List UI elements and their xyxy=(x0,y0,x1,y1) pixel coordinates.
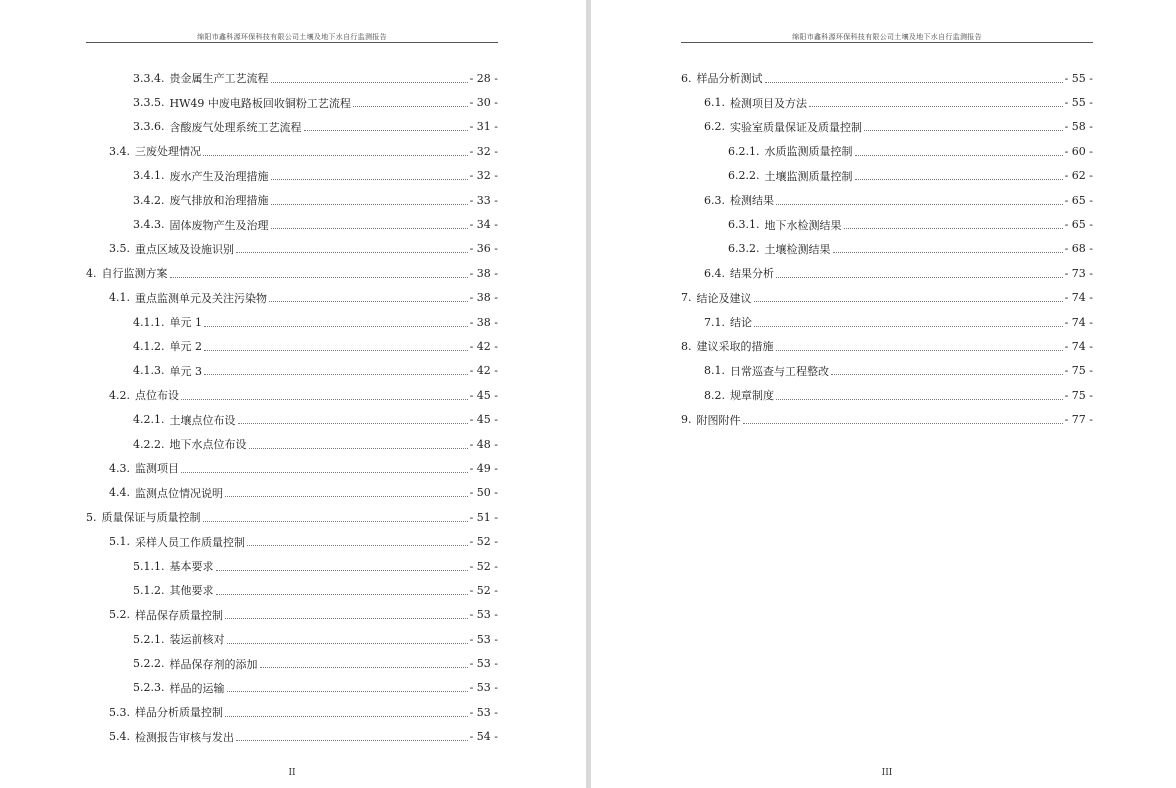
toc-entry[interactable] xyxy=(681,188,1093,212)
toc-entry-number: 4.1. xyxy=(109,291,130,305)
dot-leader xyxy=(227,643,468,644)
dot-leader xyxy=(227,691,468,692)
dot-leader xyxy=(855,155,1063,156)
toc-entry-title: 贵金属生产工艺流程 xyxy=(169,72,269,86)
dot-leader xyxy=(833,252,1063,253)
toc-entry-title: 监测项目 xyxy=(135,462,179,476)
toc-entry-title: 质量保证与质量控制 xyxy=(101,511,201,525)
toc-entry-title: 实验室质量保证及质量控制 xyxy=(730,120,862,134)
toc-entry[interactable] xyxy=(86,578,498,602)
toc-entry-number: 4. xyxy=(86,266,97,280)
toc-entry-title: 自行监测方案 xyxy=(101,267,168,281)
toc-entry-page: - 55 - xyxy=(1064,96,1093,110)
dot-leader xyxy=(216,594,468,595)
toc-entry-page: - 28 - xyxy=(469,71,498,85)
dot-leader xyxy=(271,228,468,229)
toc-entry-number: 6.4. xyxy=(704,266,725,280)
toc-entry-number: 3.4.3. xyxy=(133,218,165,232)
toc-entry-page: - 65 - xyxy=(1064,218,1093,232)
dot-leader xyxy=(855,179,1063,180)
toc-entry-number: 5.2. xyxy=(109,608,130,622)
toc-entry[interactable] xyxy=(681,237,1093,261)
toc-entry-page: - 77 - xyxy=(1064,413,1093,427)
toc-entry-title: 采样人员工作质量控制 xyxy=(135,535,245,549)
toc-entry-number: 8.2. xyxy=(704,388,725,402)
toc-entry-title: 废气排放和治理措施 xyxy=(169,194,269,208)
toc-entry-number: 6.2. xyxy=(704,120,725,134)
toc-entry-title: 结果分析 xyxy=(730,267,774,281)
toc-entry-title: 单元 2 xyxy=(169,340,202,354)
toc-entry-page: - 58 - xyxy=(1064,120,1093,134)
toc-entry[interactable] xyxy=(681,115,1093,139)
toc-entry-number: 8.1. xyxy=(704,364,725,378)
toc-entry-number: 6.3.1. xyxy=(728,218,760,232)
table-of-contents xyxy=(86,66,498,749)
dot-leader xyxy=(203,521,468,522)
toc-entry-number: 7. xyxy=(681,291,692,305)
toc-entry-title: HW49 中废电路板回收铜粉工艺流程 xyxy=(169,96,351,110)
toc-entry-number: 4.2.1. xyxy=(133,413,165,427)
toc-entry[interactable] xyxy=(86,603,498,627)
dot-leader xyxy=(170,277,468,278)
toc-entry-page: - 52 - xyxy=(469,535,498,549)
dot-leader xyxy=(765,82,1063,83)
dot-leader xyxy=(225,496,468,497)
toc-entry[interactable] xyxy=(681,359,1093,383)
toc-entry[interactable] xyxy=(86,139,498,163)
toc-entry-number: 5.1.1. xyxy=(133,559,165,573)
dot-leader xyxy=(831,374,1063,375)
toc-entry-title: 监测点位情况说明 xyxy=(135,486,223,500)
toc-entry[interactable] xyxy=(86,212,498,236)
toc-entry-title: 结论 xyxy=(730,316,752,330)
toc-entry-number: 3.4.1. xyxy=(133,169,165,183)
toc-entry-page: - 75 - xyxy=(1064,364,1093,378)
toc-entry[interactable] xyxy=(681,383,1093,407)
toc-entry[interactable] xyxy=(86,481,498,505)
toc-entry[interactable] xyxy=(86,359,498,383)
dot-leader xyxy=(776,350,1063,351)
toc-entry-title: 土壤点位布设 xyxy=(169,413,236,427)
toc-entry[interactable] xyxy=(681,334,1093,358)
toc-entry-title: 基本要求 xyxy=(169,560,214,573)
toc-entry-number: 3.3.4. xyxy=(133,71,165,85)
toc-entry[interactable] xyxy=(86,115,498,139)
dot-leader xyxy=(269,301,468,302)
toc-entry-title: 其他要求 xyxy=(169,584,214,598)
toc-entry[interactable] xyxy=(86,188,498,212)
toc-entry-title: 地下水检测结果 xyxy=(764,218,842,232)
toc-entry-page: - 49 - xyxy=(469,461,498,475)
toc-entry-number: 5.2.3. xyxy=(133,681,165,695)
toc-entry[interactable] xyxy=(86,407,498,431)
toc-entry-page: - 31 - xyxy=(469,120,498,134)
dot-leader xyxy=(776,277,1063,278)
toc-entry[interactable] xyxy=(86,164,498,188)
toc-entry-number: 6.3. xyxy=(704,193,725,207)
toc-entry-page: - 38 - xyxy=(469,266,498,280)
toc-entry[interactable] xyxy=(86,286,498,310)
toc-entry[interactable] xyxy=(681,212,1093,236)
dot-leader xyxy=(204,350,468,351)
dot-leader xyxy=(236,740,468,741)
toc-entry-number: 4.3. xyxy=(109,461,130,475)
toc-entry-page: - 32 - xyxy=(469,144,498,158)
toc-entry-page: - 51 - xyxy=(469,510,498,524)
dot-leader xyxy=(271,204,468,205)
toc-entry-title: 样品保存质量控制 xyxy=(135,608,223,622)
toc-entry-page: - 45 - xyxy=(469,388,498,402)
toc-entry-title: 单元 3 xyxy=(169,364,202,378)
toc-entry-title: 样品保存剂的添加 xyxy=(169,657,258,671)
toc-entry-page: - 74 - xyxy=(1064,315,1093,329)
toc-entry-page: - 73 - xyxy=(1064,266,1093,280)
header-rule xyxy=(86,42,498,43)
toc-entry[interactable] xyxy=(86,676,498,700)
toc-entry-title: 检测项目及方法 xyxy=(730,96,807,110)
dot-leader xyxy=(216,570,468,571)
toc-entry-title: 重点监测单元及关注污染物 xyxy=(135,291,267,305)
toc-entry-number: 6.3.2. xyxy=(728,242,760,256)
toc-entry-page: - 75 - xyxy=(1064,388,1093,402)
toc-entry-page: - 55 - xyxy=(1064,71,1093,85)
toc-entry-page: - 45 - xyxy=(469,413,498,427)
toc-entry-title: 水质监测质量控制 xyxy=(764,145,853,159)
toc-entry-title: 单元 1 xyxy=(169,316,202,330)
toc-entry-title: 土壤监测质量控制 xyxy=(764,169,853,183)
toc-entry-number: 4.2.2. xyxy=(133,437,165,451)
header-rule xyxy=(681,42,1093,43)
toc-entry[interactable] xyxy=(86,627,498,651)
toc-entry[interactable] xyxy=(681,90,1093,114)
dot-leader xyxy=(304,130,468,131)
dot-leader xyxy=(271,179,468,180)
toc-entry-number: 5.2.2. xyxy=(133,657,165,671)
page-header: 绵阳市鑫科源环保科技有限公司土壤及地下水自行监测报告 xyxy=(792,33,982,41)
toc-entry-page: - 74 - xyxy=(1064,291,1093,305)
toc-entry-number: 5. xyxy=(86,510,97,524)
toc-entry[interactable] xyxy=(681,164,1093,188)
toc-entry-title: 检测结果 xyxy=(730,194,774,208)
toc-entry-number: 5.1. xyxy=(109,535,130,549)
toc-entry[interactable] xyxy=(86,66,498,90)
toc-entry-number: 3.4. xyxy=(109,144,130,158)
toc-entry[interactable] xyxy=(681,310,1093,334)
toc-entry-page: - 53 - xyxy=(469,705,498,719)
toc-entry-page: - 42 - xyxy=(469,339,498,353)
toc-entry-number: 9. xyxy=(681,413,692,427)
dot-leader xyxy=(754,326,1063,327)
dot-leader xyxy=(225,618,468,619)
dot-leader xyxy=(353,106,468,107)
toc-entry[interactable] xyxy=(86,237,498,261)
toc-entry-title: 检测报告审核与发出 xyxy=(135,730,234,744)
toc-entry-page: - 52 - xyxy=(469,559,498,573)
page-number: II xyxy=(288,768,296,778)
toc-entry[interactable] xyxy=(86,310,498,334)
dot-leader xyxy=(864,130,1063,131)
toc-entry-number: 3.4.2. xyxy=(133,193,165,207)
toc-entry-page: - 50 - xyxy=(469,486,498,500)
toc-entry-title: 装运前核对 xyxy=(169,633,225,647)
toc-entry-title: 固体废物产生及治理 xyxy=(169,218,269,232)
toc-entry-number: 5.1.2. xyxy=(133,583,165,597)
toc-entry-page: - 48 - xyxy=(469,437,498,451)
toc-entry[interactable] xyxy=(681,139,1093,163)
toc-entry-page: - 33 - xyxy=(469,193,498,207)
toc-entry-number: 5.3. xyxy=(109,705,130,719)
toc-entry-page: - 53 - xyxy=(469,657,498,671)
toc-entry-title: 重点区域及设施识别 xyxy=(135,242,234,256)
toc-entry[interactable] xyxy=(86,90,498,114)
dot-leader xyxy=(225,716,468,717)
table-of-contents xyxy=(681,66,1093,432)
toc-entry-page: - 74 - xyxy=(1064,339,1093,353)
toc-entry-title: 地下水点位布设 xyxy=(169,438,247,452)
dot-leader xyxy=(271,82,468,83)
page-number: III xyxy=(881,768,893,778)
dot-leader xyxy=(260,667,468,668)
dot-leader xyxy=(181,399,468,400)
toc-entry-number: 7.1. xyxy=(704,315,725,329)
toc-entry-number: 3.5. xyxy=(109,242,130,256)
toc-entry[interactable] xyxy=(681,286,1093,310)
toc-entry[interactable] xyxy=(681,407,1093,431)
toc-entry-page: - 60 - xyxy=(1064,144,1093,158)
toc-entry-page: - 38 - xyxy=(469,315,498,329)
dot-leader xyxy=(754,301,1063,302)
toc-entry-title: 样品分析测试 xyxy=(696,72,763,86)
toc-entry-number: 6.1. xyxy=(704,96,725,110)
dot-leader xyxy=(776,204,1063,205)
dot-leader xyxy=(181,472,468,473)
toc-entry-title: 三废处理情况 xyxy=(135,145,201,159)
toc-entry[interactable] xyxy=(86,432,498,456)
toc-entry-page: - 30 - xyxy=(469,96,498,110)
dot-leader xyxy=(743,423,1063,424)
toc-entry-number: 4.2. xyxy=(109,388,130,402)
dot-leader xyxy=(203,155,468,156)
toc-entry-title: 附图附件 xyxy=(696,413,741,427)
toc-entry[interactable] xyxy=(86,456,498,480)
toc-entry[interactable] xyxy=(681,261,1093,285)
dot-leader xyxy=(247,545,468,546)
toc-entry-page: - 68 - xyxy=(1064,242,1093,256)
toc-entry-number: 4.1.3. xyxy=(133,364,165,378)
toc-entry-number: 6. xyxy=(681,71,692,85)
toc-entry-title: 废水产生及治理措施 xyxy=(169,169,269,183)
toc-entry-number: 6.2.2. xyxy=(728,169,760,183)
dot-leader xyxy=(236,252,468,253)
document-page-left xyxy=(0,0,586,788)
toc-entry-title: 样品的运输 xyxy=(169,681,225,695)
toc-entry-page: - 53 - xyxy=(469,681,498,695)
dot-leader xyxy=(249,448,468,449)
toc-entry-number: 4.4. xyxy=(109,486,130,500)
toc-entry[interactable] xyxy=(86,505,498,529)
toc-entry-page: - 52 - xyxy=(469,583,498,597)
toc-entry-page: - 65 - xyxy=(1064,193,1093,207)
dot-leader xyxy=(204,374,468,375)
toc-entry-number: 6.2.1. xyxy=(728,144,760,158)
toc-entry-title: 规章制度 xyxy=(730,389,774,403)
toc-entry[interactable] xyxy=(86,554,498,578)
toc-entry-title: 含酸废气处理系统工艺流程 xyxy=(169,120,302,134)
toc-entry-page: - 53 - xyxy=(469,632,498,646)
toc-entry[interactable] xyxy=(681,66,1093,90)
toc-entry[interactable] xyxy=(86,700,498,724)
toc-entry-number: 3.3.5. xyxy=(133,96,165,110)
toc-entry-page: - 42 - xyxy=(469,364,498,378)
document-page-right xyxy=(591,0,1176,788)
toc-entry-page: - 53 - xyxy=(469,608,498,622)
toc-entry-number: 3.3.6. xyxy=(133,120,165,134)
toc-entry-title: 土壤检测结果 xyxy=(764,242,831,256)
toc-entry-title: 结论及建议 xyxy=(696,291,752,305)
toc-entry[interactable] xyxy=(86,261,498,285)
toc-entry-title: 日常巡查与工程整改 xyxy=(730,364,829,378)
toc-entry-page: - 34 - xyxy=(469,218,498,232)
toc-entry-title: 建议采取的措施 xyxy=(696,340,774,354)
toc-entry-page: - 38 - xyxy=(469,291,498,305)
toc-entry[interactable] xyxy=(86,529,498,553)
toc-entry-page: - 36 - xyxy=(469,242,498,256)
toc-entry-title: 样品分析质量控制 xyxy=(135,706,223,720)
dot-leader xyxy=(809,106,1063,107)
dot-leader xyxy=(238,423,468,424)
dot-leader xyxy=(776,399,1063,400)
page-header: 绵阳市鑫科源环保科技有限公司土壤及地下水自行监测报告 xyxy=(197,33,387,41)
toc-entry-number: 8. xyxy=(681,339,692,353)
toc-entry-number: 5.2.1. xyxy=(133,632,165,646)
toc-entry-title: 点位布设 xyxy=(135,389,179,403)
dot-leader xyxy=(204,326,468,327)
toc-entry-number: 5.4. xyxy=(109,730,130,744)
toc-entry[interactable] xyxy=(86,383,498,407)
toc-entry[interactable] xyxy=(86,651,498,675)
toc-entry-number: 4.1.1. xyxy=(133,315,165,329)
toc-entry[interactable] xyxy=(86,725,498,749)
toc-entry-page: - 54 - xyxy=(469,730,498,744)
toc-entry-number: 4.1.2. xyxy=(133,339,165,353)
toc-entry-page: - 32 - xyxy=(469,169,498,183)
dot-leader xyxy=(844,228,1063,229)
toc-entry-page: - 62 - xyxy=(1064,169,1093,183)
toc-entry[interactable] xyxy=(86,334,498,358)
